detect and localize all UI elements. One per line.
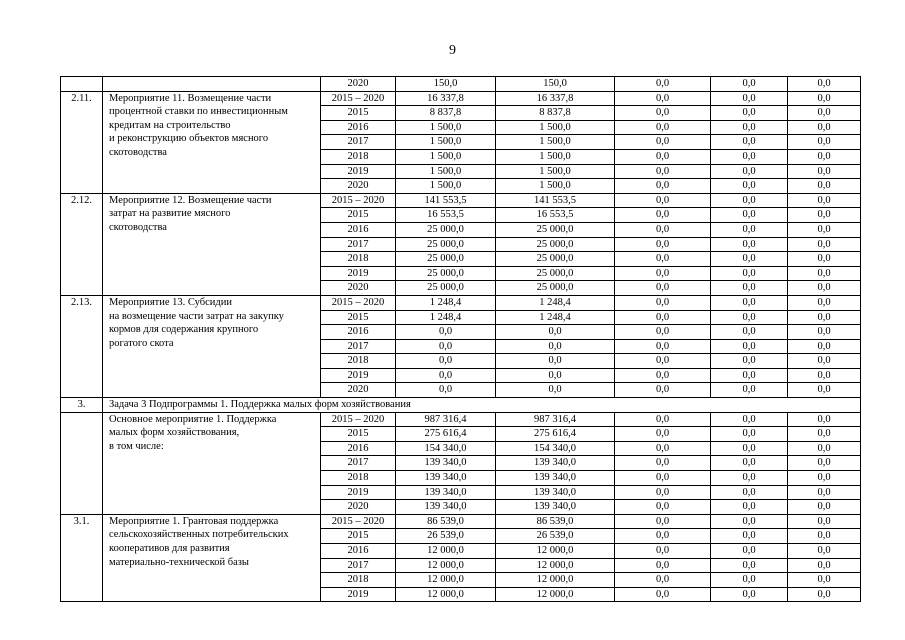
local-budget-cell: 0,0 — [711, 295, 788, 310]
total-cell: 12 000,0 — [396, 573, 496, 588]
federal-budget-cell: 0,0 — [615, 135, 711, 150]
regional-budget-cell: 8 837,8 — [496, 106, 615, 121]
table-row — [61, 514, 861, 529]
federal-budget-cell: 0,0 — [615, 544, 711, 559]
total-cell: 0,0 — [396, 354, 496, 369]
local-budget-cell: 0,0 — [711, 441, 788, 456]
regional-budget-cell: 1 248,4 — [496, 295, 615, 310]
regional-budget-cell: 139 340,0 — [496, 485, 615, 500]
federal-budget-cell: 0,0 — [615, 427, 711, 442]
description-line: скотоводства — [109, 221, 167, 233]
federal-budget-cell: 0,0 — [615, 281, 711, 296]
period-cell: 2017 — [321, 339, 396, 354]
federal-budget-cell: 0,0 — [615, 164, 711, 179]
regional-budget-cell: 0,0 — [496, 383, 615, 398]
total-cell: 1 500,0 — [396, 135, 496, 150]
period-cell: 2016 — [321, 120, 396, 135]
table-row — [61, 295, 861, 310]
federal-budget-cell: 0,0 — [615, 587, 711, 602]
extrabudgetary-cell: 0,0 — [788, 106, 861, 121]
extrabudgetary-cell: 0,0 — [788, 354, 861, 369]
extrabudgetary-cell: 0,0 — [788, 558, 861, 573]
description-line: Мероприятие 1. Грантовая поддержка — [109, 515, 279, 527]
federal-budget-cell: 0,0 — [615, 456, 711, 471]
regional-budget-cell: 25 000,0 — [496, 252, 615, 267]
local-budget-cell: 0,0 — [711, 368, 788, 383]
total-cell: 0,0 — [396, 383, 496, 398]
section-number: 3.1. — [61, 514, 103, 602]
description-line: процентной ставки по инвестиционным — [109, 106, 288, 118]
extrabudgetary-cell: 0,0 — [788, 383, 861, 398]
description-line: в том числе: — [109, 440, 164, 452]
measure-description — [103, 77, 321, 92]
description-line: малых форм хозяйствования, — [109, 427, 240, 439]
total-cell: 12 000,0 — [396, 544, 496, 559]
local-budget-cell: 0,0 — [711, 252, 788, 267]
regional-budget-cell: 16 337,8 — [496, 91, 615, 106]
period-cell: 2015 – 2020 — [321, 514, 396, 529]
federal-budget-cell: 0,0 — [615, 237, 711, 252]
total-cell: 25 000,0 — [396, 266, 496, 281]
local-budget-cell: 0,0 — [711, 164, 788, 179]
local-budget-cell: 0,0 — [711, 281, 788, 296]
federal-budget-cell: 0,0 — [615, 120, 711, 135]
extrabudgetary-cell: 0,0 — [788, 135, 861, 150]
description-line: на возмещение части затрат на закупку — [109, 310, 284, 322]
regional-budget-cell: 16 553,5 — [496, 208, 615, 223]
federal-budget-cell: 0,0 — [615, 383, 711, 398]
period-cell: 2020 — [321, 383, 396, 398]
period-cell: 2020 — [321, 281, 396, 296]
federal-budget-cell: 0,0 — [615, 91, 711, 106]
total-cell: 1 500,0 — [396, 179, 496, 194]
local-budget-cell: 0,0 — [711, 120, 788, 135]
task-title: Задача 3 Подпрограммы 1. Поддержка малых форм хозяйствования — [103, 398, 861, 413]
extrabudgetary-cell: 0,0 — [788, 441, 861, 456]
local-budget-cell: 0,0 — [711, 149, 788, 164]
total-cell: 1 248,4 — [396, 310, 496, 325]
regional-budget-cell: 150,0 — [496, 77, 615, 92]
period-cell: 2015 – 2020 — [321, 91, 396, 106]
local-budget-cell: 0,0 — [711, 354, 788, 369]
period-cell: 2015 — [321, 427, 396, 442]
extrabudgetary-cell: 0,0 — [788, 339, 861, 354]
regional-budget-cell: 139 340,0 — [496, 456, 615, 471]
regional-budget-cell: 25 000,0 — [496, 237, 615, 252]
federal-budget-cell: 0,0 — [615, 208, 711, 223]
local-budget-cell: 0,0 — [711, 208, 788, 223]
local-budget-cell: 0,0 — [711, 544, 788, 559]
section-number: 2.11. — [61, 91, 103, 193]
extrabudgetary-cell: 0,0 — [788, 500, 861, 515]
federal-budget-cell: 0,0 — [615, 485, 711, 500]
total-cell: 1 500,0 — [396, 120, 496, 135]
local-budget-cell: 0,0 — [711, 427, 788, 442]
local-budget-cell: 0,0 — [711, 485, 788, 500]
table-row — [61, 77, 861, 92]
federal-budget-cell: 0,0 — [615, 368, 711, 383]
description-line: рогатого скота — [109, 337, 174, 349]
description-line: Мероприятие 12. Возмещение части — [109, 194, 272, 206]
extrabudgetary-cell: 0,0 — [788, 120, 861, 135]
federal-budget-cell: 0,0 — [615, 514, 711, 529]
federal-budget-cell: 0,0 — [615, 310, 711, 325]
federal-budget-cell: 0,0 — [615, 529, 711, 544]
federal-budget-cell: 0,0 — [615, 573, 711, 588]
measure-description — [103, 193, 321, 295]
description-line: Основное мероприятие 1. Поддержка — [109, 413, 277, 425]
local-budget-cell: 0,0 — [711, 471, 788, 486]
total-cell: 8 837,8 — [396, 106, 496, 121]
federal-budget-cell: 0,0 — [615, 106, 711, 121]
extrabudgetary-cell: 0,0 — [788, 471, 861, 486]
budget-table — [60, 76, 861, 602]
local-budget-cell: 0,0 — [711, 456, 788, 471]
federal-budget-cell: 0,0 — [615, 193, 711, 208]
period-cell: 2016 — [321, 441, 396, 456]
total-cell: 139 340,0 — [396, 456, 496, 471]
section-number — [61, 77, 103, 92]
total-cell: 12 000,0 — [396, 558, 496, 573]
regional-budget-cell: 25 000,0 — [496, 281, 615, 296]
period-cell: 2018 — [321, 149, 396, 164]
federal-budget-cell: 0,0 — [615, 266, 711, 281]
regional-budget-cell: 1 500,0 — [496, 149, 615, 164]
federal-budget-cell: 0,0 — [615, 77, 711, 92]
description-line: сельскохозяйственных потребительских — [109, 529, 289, 541]
extrabudgetary-cell: 0,0 — [788, 237, 861, 252]
total-cell: 12 000,0 — [396, 587, 496, 602]
period-cell: 2016 — [321, 544, 396, 559]
regional-budget-cell: 154 340,0 — [496, 441, 615, 456]
period-cell: 2015 – 2020 — [321, 295, 396, 310]
local-budget-cell: 0,0 — [711, 529, 788, 544]
regional-budget-cell: 25 000,0 — [496, 222, 615, 237]
period-cell: 2018 — [321, 573, 396, 588]
local-budget-cell: 0,0 — [711, 587, 788, 602]
period-cell: 2015 — [321, 529, 396, 544]
period-cell: 2018 — [321, 252, 396, 267]
extrabudgetary-cell: 0,0 — [788, 587, 861, 602]
regional-budget-cell: 1 500,0 — [496, 164, 615, 179]
period-cell: 2020 — [321, 179, 396, 194]
total-cell: 0,0 — [396, 368, 496, 383]
local-budget-cell: 0,0 — [711, 325, 788, 340]
total-cell: 275 616,4 — [396, 427, 496, 442]
table-row — [61, 412, 861, 427]
measure-description — [103, 514, 321, 602]
extrabudgetary-cell: 0,0 — [788, 252, 861, 267]
regional-budget-cell: 1 500,0 — [496, 179, 615, 194]
local-budget-cell: 0,0 — [711, 237, 788, 252]
regional-budget-cell: 987 316,4 — [496, 412, 615, 427]
regional-budget-cell: 0,0 — [496, 368, 615, 383]
extrabudgetary-cell: 0,0 — [788, 310, 861, 325]
total-cell: 25 000,0 — [396, 281, 496, 296]
local-budget-cell: 0,0 — [711, 310, 788, 325]
period-cell: 2019 — [321, 485, 396, 500]
federal-budget-cell: 0,0 — [615, 558, 711, 573]
federal-budget-cell: 0,0 — [615, 325, 711, 340]
period-cell: 2019 — [321, 266, 396, 281]
regional-budget-cell: 12 000,0 — [496, 544, 615, 559]
total-cell: 139 340,0 — [396, 500, 496, 515]
extrabudgetary-cell: 0,0 — [788, 281, 861, 296]
description-line: Мероприятие 13. Субсидии — [109, 296, 232, 308]
regional-budget-cell: 1 248,4 — [496, 310, 615, 325]
extrabudgetary-cell: 0,0 — [788, 456, 861, 471]
regional-budget-cell: 1 500,0 — [496, 135, 615, 150]
period-cell: 2017 — [321, 456, 396, 471]
period-cell: 2019 — [321, 368, 396, 383]
federal-budget-cell: 0,0 — [615, 500, 711, 515]
local-budget-cell: 0,0 — [711, 412, 788, 427]
local-budget-cell: 0,0 — [711, 558, 788, 573]
task-header-row — [61, 398, 861, 413]
extrabudgetary-cell: 0,0 — [788, 544, 861, 559]
total-cell: 25 000,0 — [396, 222, 496, 237]
table-body — [61, 77, 861, 602]
period-cell: 2020 — [321, 77, 396, 92]
section-number: 2.13. — [61, 295, 103, 397]
regional-budget-cell: 0,0 — [496, 354, 615, 369]
extrabudgetary-cell: 0,0 — [788, 573, 861, 588]
description-line: материально-технической базы — [109, 556, 249, 568]
extrabudgetary-cell: 0,0 — [788, 427, 861, 442]
total-cell: 0,0 — [396, 325, 496, 340]
page-number: 9 — [449, 43, 456, 58]
extrabudgetary-cell: 0,0 — [788, 529, 861, 544]
total-cell: 139 340,0 — [396, 471, 496, 486]
description-line: затрат на развитие мясного — [109, 208, 231, 220]
total-cell: 16 337,8 — [396, 91, 496, 106]
extrabudgetary-cell: 0,0 — [788, 149, 861, 164]
regional-budget-cell: 141 553,5 — [496, 193, 615, 208]
section-number: 3. — [61, 398, 103, 413]
period-cell: 2017 — [321, 135, 396, 150]
period-cell: 2017 — [321, 558, 396, 573]
measure-description — [103, 295, 321, 397]
regional-budget-cell: 12 000,0 — [496, 573, 615, 588]
regional-budget-cell: 86 539,0 — [496, 514, 615, 529]
local-budget-cell: 0,0 — [711, 222, 788, 237]
total-cell: 1 500,0 — [396, 164, 496, 179]
local-budget-cell: 0,0 — [711, 106, 788, 121]
period-cell: 2015 — [321, 310, 396, 325]
extrabudgetary-cell: 0,0 — [788, 325, 861, 340]
regional-budget-cell: 139 340,0 — [496, 471, 615, 486]
local-budget-cell: 0,0 — [711, 573, 788, 588]
federal-budget-cell: 0,0 — [615, 252, 711, 267]
total-cell: 25 000,0 — [396, 252, 496, 267]
total-cell: 987 316,4 — [396, 412, 496, 427]
local-budget-cell: 0,0 — [711, 383, 788, 398]
federal-budget-cell: 0,0 — [615, 412, 711, 427]
period-cell: 2018 — [321, 471, 396, 486]
local-budget-cell: 0,0 — [711, 500, 788, 515]
period-cell: 2015 – 2020 — [321, 412, 396, 427]
regional-budget-cell: 26 539,0 — [496, 529, 615, 544]
regional-budget-cell: 12 000,0 — [496, 558, 615, 573]
federal-budget-cell: 0,0 — [615, 149, 711, 164]
local-budget-cell: 0,0 — [711, 339, 788, 354]
description-line: кредитам на строительство — [109, 119, 231, 131]
period-cell: 2016 — [321, 222, 396, 237]
extrabudgetary-cell: 0,0 — [788, 514, 861, 529]
local-budget-cell: 0,0 — [711, 91, 788, 106]
extrabudgetary-cell: 0,0 — [788, 208, 861, 223]
local-budget-cell: 0,0 — [711, 179, 788, 194]
description-line: скотоводства — [109, 146, 167, 158]
period-cell: 2019 — [321, 587, 396, 602]
measure-description — [103, 91, 321, 193]
total-cell: 1 500,0 — [396, 149, 496, 164]
extrabudgetary-cell: 0,0 — [788, 485, 861, 500]
federal-budget-cell: 0,0 — [615, 471, 711, 486]
total-cell: 154 340,0 — [396, 441, 496, 456]
extrabudgetary-cell: 0,0 — [788, 193, 861, 208]
federal-budget-cell: 0,0 — [615, 441, 711, 456]
total-cell: 150,0 — [396, 77, 496, 92]
federal-budget-cell: 0,0 — [615, 339, 711, 354]
period-cell: 2015 — [321, 208, 396, 223]
extrabudgetary-cell: 0,0 — [788, 412, 861, 427]
extrabudgetary-cell: 0,0 — [788, 91, 861, 106]
federal-budget-cell: 0,0 — [615, 179, 711, 194]
extrabudgetary-cell: 0,0 — [788, 222, 861, 237]
period-cell: 2019 — [321, 164, 396, 179]
period-cell: 2015 – 2020 — [321, 193, 396, 208]
local-budget-cell: 0,0 — [711, 135, 788, 150]
federal-budget-cell: 0,0 — [615, 354, 711, 369]
local-budget-cell: 0,0 — [711, 77, 788, 92]
extrabudgetary-cell: 0,0 — [788, 266, 861, 281]
total-cell: 16 553,5 — [396, 208, 496, 223]
period-cell: 2020 — [321, 500, 396, 515]
total-cell: 0,0 — [396, 339, 496, 354]
description-line: кормов для содержания крупного — [109, 324, 259, 336]
period-cell: 2018 — [321, 354, 396, 369]
extrabudgetary-cell: 0,0 — [788, 295, 861, 310]
extrabudgetary-cell: 0,0 — [788, 164, 861, 179]
period-cell: 2016 — [321, 325, 396, 340]
section-number — [61, 412, 103, 514]
total-cell: 139 340,0 — [396, 485, 496, 500]
regional-budget-cell: 25 000,0 — [496, 266, 615, 281]
regional-budget-cell: 139 340,0 — [496, 500, 615, 515]
extrabudgetary-cell: 0,0 — [788, 179, 861, 194]
local-budget-cell: 0,0 — [711, 193, 788, 208]
description-line: и реконструкцию объектов мясного — [109, 133, 269, 145]
table-row — [61, 193, 861, 208]
description-line: кооперативов для развития — [109, 543, 230, 554]
total-cell: 1 248,4 — [396, 295, 496, 310]
extrabudgetary-cell: 0,0 — [788, 368, 861, 383]
table-row — [61, 91, 861, 106]
period-cell: 2017 — [321, 237, 396, 252]
regional-budget-cell: 0,0 — [496, 325, 615, 340]
total-cell: 25 000,0 — [396, 237, 496, 252]
federal-budget-cell: 0,0 — [615, 222, 711, 237]
period-cell: 2015 — [321, 106, 396, 121]
regional-budget-cell: 1 500,0 — [496, 120, 615, 135]
federal-budget-cell: 0,0 — [615, 295, 711, 310]
local-budget-cell: 0,0 — [711, 514, 788, 529]
total-cell: 141 553,5 — [396, 193, 496, 208]
description-line: Мероприятие 11. Возмещение части — [109, 92, 272, 104]
regional-budget-cell: 12 000,0 — [496, 587, 615, 602]
extrabudgetary-cell: 0,0 — [788, 77, 861, 92]
regional-budget-cell: 0,0 — [496, 339, 615, 354]
local-budget-cell: 0,0 — [711, 266, 788, 281]
section-number: 2.12. — [61, 193, 103, 295]
total-cell: 86 539,0 — [396, 514, 496, 529]
regional-budget-cell: 275 616,4 — [496, 427, 615, 442]
measure-description — [103, 412, 321, 514]
total-cell: 26 539,0 — [396, 529, 496, 544]
